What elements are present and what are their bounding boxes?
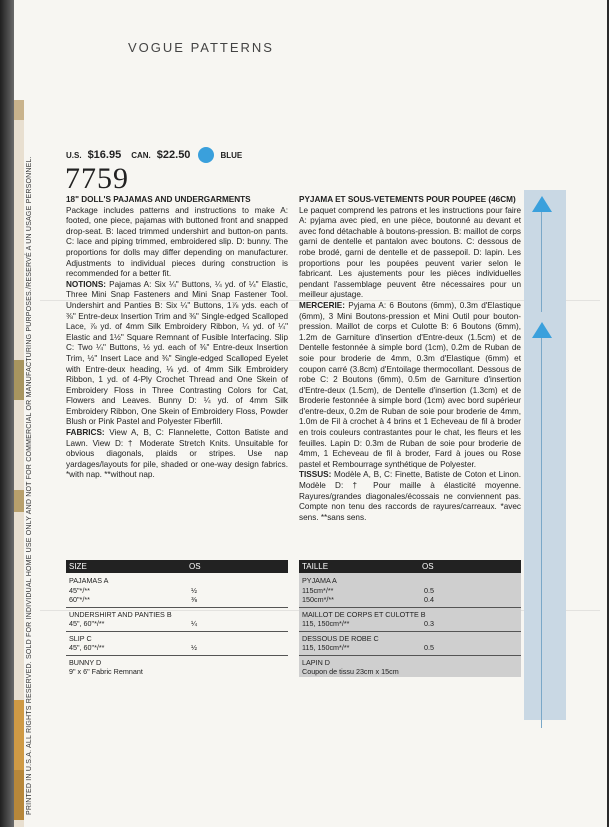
row-divider xyxy=(299,607,521,608)
size-header-label: SIZE xyxy=(69,562,87,571)
fabric-width: 60"*/** xyxy=(69,595,90,604)
french-description xyxy=(299,195,521,523)
fabric-width: 115, 150cm*/** xyxy=(302,643,350,652)
us-label: U.S. xyxy=(66,150,82,160)
table-row xyxy=(66,586,288,596)
table-row xyxy=(66,667,288,677)
row-divider xyxy=(66,655,288,656)
row-divider xyxy=(299,631,521,632)
english-description xyxy=(66,195,288,481)
view-label: BUNNY D xyxy=(69,657,102,667)
mercerie-label: MERCERIE: xyxy=(299,300,345,310)
arrow-up-icon xyxy=(532,196,552,212)
pattern-number: 7759 xyxy=(65,162,129,195)
view-label: PYJAMA A xyxy=(302,576,337,585)
yardage-value xyxy=(424,667,484,677)
yardage-value: ½ xyxy=(191,585,197,595)
french-intro: Le paquet comprend les patrons et les instructions pour faire A: pyjama avec pied, en une pièce, boutonné au devant et avec fond détachable à boutons-pression. B: maillot de corps garni de dentelle et pantalon avec boutons. C: dessous de robe brodé, garni de dentelle et de passepoil. D: lapin. Les proportions pour les poupées peuvent varier selon le fabricant. Les ajustements pour les pièces individuelles pendant l'assemblage peuvent être nécessaires pour un meilleur ajustage. xyxy=(299,205,521,300)
english-intro: Package includes patterns and instructions to make A: footed, one piece, pajamas with buttoned front and snapped drop-seat. B: laced trimmed undershirt and button-on pants. C: lace and piping trimmed, embroidered slip. D: bunny. The proportions for dolls may differ depending on manufacturer. Adjustments to individual pieces during construction is recommended for a better fit. xyxy=(66,205,288,279)
yardage-value: 0.4 xyxy=(424,595,434,604)
size-table-header xyxy=(66,560,288,573)
fabric-width: 150cm*/** xyxy=(302,595,334,604)
view-label: LAPIN D xyxy=(302,657,330,667)
color-dot xyxy=(198,147,214,163)
yardage-value: ⅜ xyxy=(191,595,197,604)
legal-vertical-text: PRINTED IN U.S.A. ALL RIGHTS RESERVED. SOLD FOR INDIVIDUAL HOME USE ONLY AND NOT FOR COMMERCIAL OR MANUFACTURING PURPOSES./RESERVÉ A UN USAGE PERSONNEL. xyxy=(26,156,33,815)
tissus-text: Modèle A, B, C: Finette, Batiste de Coton et Linon. Modèle D: † Pour maille à élasticité moyenne. Rayures/grandes diagonales/écossais ne conviennent pas. Compte non tenu des raccords de rayures/carreaux. *avec sens. **sans sens. xyxy=(299,470,521,522)
view-label: UNDERSHIRT AND PANTIES B xyxy=(69,609,172,619)
table-row xyxy=(66,595,288,605)
blue-side-band xyxy=(524,190,566,720)
brand-header xyxy=(128,38,274,46)
fabric-width: 115, 150cm*/** xyxy=(302,619,350,628)
fabric-width: 115cm*/** xyxy=(302,585,334,595)
size-table-french xyxy=(299,560,521,677)
scan-edge-shadow xyxy=(0,0,14,827)
fabric-width: 45"*/** xyxy=(69,585,90,595)
can-label: CAN. xyxy=(131,150,151,160)
table-row xyxy=(299,643,521,653)
size-table-english xyxy=(66,560,288,677)
view-label: MAILLOT DE CORPS ET CULOTTE B xyxy=(302,609,426,619)
fabric-width: Coupon de tissu 23cm x 15cm xyxy=(302,667,399,676)
size-table-header xyxy=(299,560,521,573)
notions-text: Pajamas A: Six ¼" Buttons, ¼ yd. of ¼" Elastic, Three Mini Snap Fasteners and Mini Snap Fastener Tool. Undershirt and Panties B: Six ¼" Buttons, 1⅞ yds. each of ⅜" Entre-deux Insertion Trim and ⅜" Single-edged Scalloped Lace, ⅞ yd. of 4mm Silk Embroidery Ribbon, ¼ yd. of ¼" Elastic and 1½" Square Remnant of Fusible Interfacing. Slip C: Two ¼" Buttons, ½ yd. each of ⅜" Entre-deux Insertion Trim, ½" Insert Lace and ⅜" Single-edged Scalloped Eyelet with Entre-deux heading, ⅛ yd. of 4mm Silk Embroidery Ribbon, 1 yd. of 4-Ply Crochet Thread and One Skein of Embroidery Floss in Three Contrasting Colors for Cat, Flowers and Leaves. Bunny D: ¼ yd. of 4mm Silk Embroidery Ribbon, One Skein of Embroidery Floss, Powder Blush or Pink Pastel and Polyester Fiberfill. xyxy=(66,279,288,427)
table-row xyxy=(66,643,288,653)
grainline xyxy=(541,338,542,728)
row-divider xyxy=(66,631,288,632)
mercerie-text: Pyjama A: 6 Boutons (6mm), 0.3m d'Elastique (6mm), 3 Mini Boutons-pression et Mini Outil pour bouton-pression. Maillot de corps et Culotte B: 6 Boutons (6mm), 1.2m de Garniture d'insertion d'Entre-deux (1.5cm) et de Dentelle festonnée à simple bord (1cm), 0.2m de Ruban de soie pour broderie de 4mm, 0.3m d'Elastique (6mm) et coupon carré (3.8cm) d'Entoilage thermocollant. Dessous de robe C: 2 Boutons (6mm), 0.5m de Garniture d'insertion d'Entre-deux (1.5cm), de Dentelle d'insertion (1.3cm) et de Broderie festonnée à simple bord (1cm) avec bord supérieur d'entre-deux, 0.2m de Ruban de soie pour broderie de 4mm, 1.0m de Fil à crochet à 4 brins et 1 Echeveau de fil à broder en trois couleurs contrastantes pour le chat, les fleurs et les feuilles. Lapin D: 0.3m de Ruban de soie pour broderie de 4mm, 1 Echeveau de fil à broder, Fard à joues ou Rose pastel et Rembourrage synthétique de Polyester. xyxy=(299,300,521,469)
fabrics-text: View A, B, C: Flannelette, Cotton Batiste and Lawn. View D: † Moderate Stretch Knits. Unsuitable for obvious diagonals, plaids or stripes. Use nap yardages/layouts for pile, shaded or one-way design fabrics. *with nap. **without nap. xyxy=(66,428,289,480)
size-header-os: OS xyxy=(189,562,201,571)
yardage-value xyxy=(191,667,251,677)
table-row xyxy=(299,667,521,677)
view-label: DESSOUS DE ROBE C xyxy=(302,633,379,643)
arrow-up-icon xyxy=(532,322,552,338)
tissus-label: TISSUS: xyxy=(299,470,332,480)
grainline xyxy=(541,212,542,312)
row-divider xyxy=(66,607,288,608)
view-label: PAJAMAS A xyxy=(69,576,109,585)
fabric-width: 45", 60"*/** xyxy=(69,643,105,652)
us-price: $16.95 xyxy=(87,149,122,161)
yardage-value: 0.5 xyxy=(424,643,434,652)
fabrics-label: FABRICS: xyxy=(66,428,105,438)
table-row xyxy=(66,619,288,629)
fabric-width: 9" x 6" Fabric Remnant xyxy=(69,667,143,676)
color-name: BLUE xyxy=(220,150,243,160)
fabric-width: 45", 60"*/** xyxy=(69,619,105,628)
row-divider xyxy=(299,655,521,656)
view-label: SLIP C xyxy=(69,633,92,643)
yardage-value: ¼ xyxy=(191,619,197,628)
yardage-value: ½ xyxy=(191,643,197,652)
notions-label: NOTIONS: xyxy=(66,279,107,289)
english-title: 18" DOLL'S PAJAMAS AND UNDERGARMENTS xyxy=(66,195,251,204)
yardage-value: 0.3 xyxy=(424,619,434,628)
table-row xyxy=(299,595,521,605)
taille-header-os: OS xyxy=(422,562,434,571)
yardage-value: 0.5 xyxy=(424,585,434,595)
envelope-side-strip xyxy=(14,100,24,827)
can-price: $22.50 xyxy=(156,149,191,161)
table-row xyxy=(299,619,521,629)
table-row xyxy=(299,586,521,596)
price-row xyxy=(66,147,242,163)
french-title: PYJAMA ET SOUS-VETEMENTS POUR POUPEE (46CM) xyxy=(299,195,516,204)
taille-header-label: TAILLE xyxy=(302,562,329,571)
